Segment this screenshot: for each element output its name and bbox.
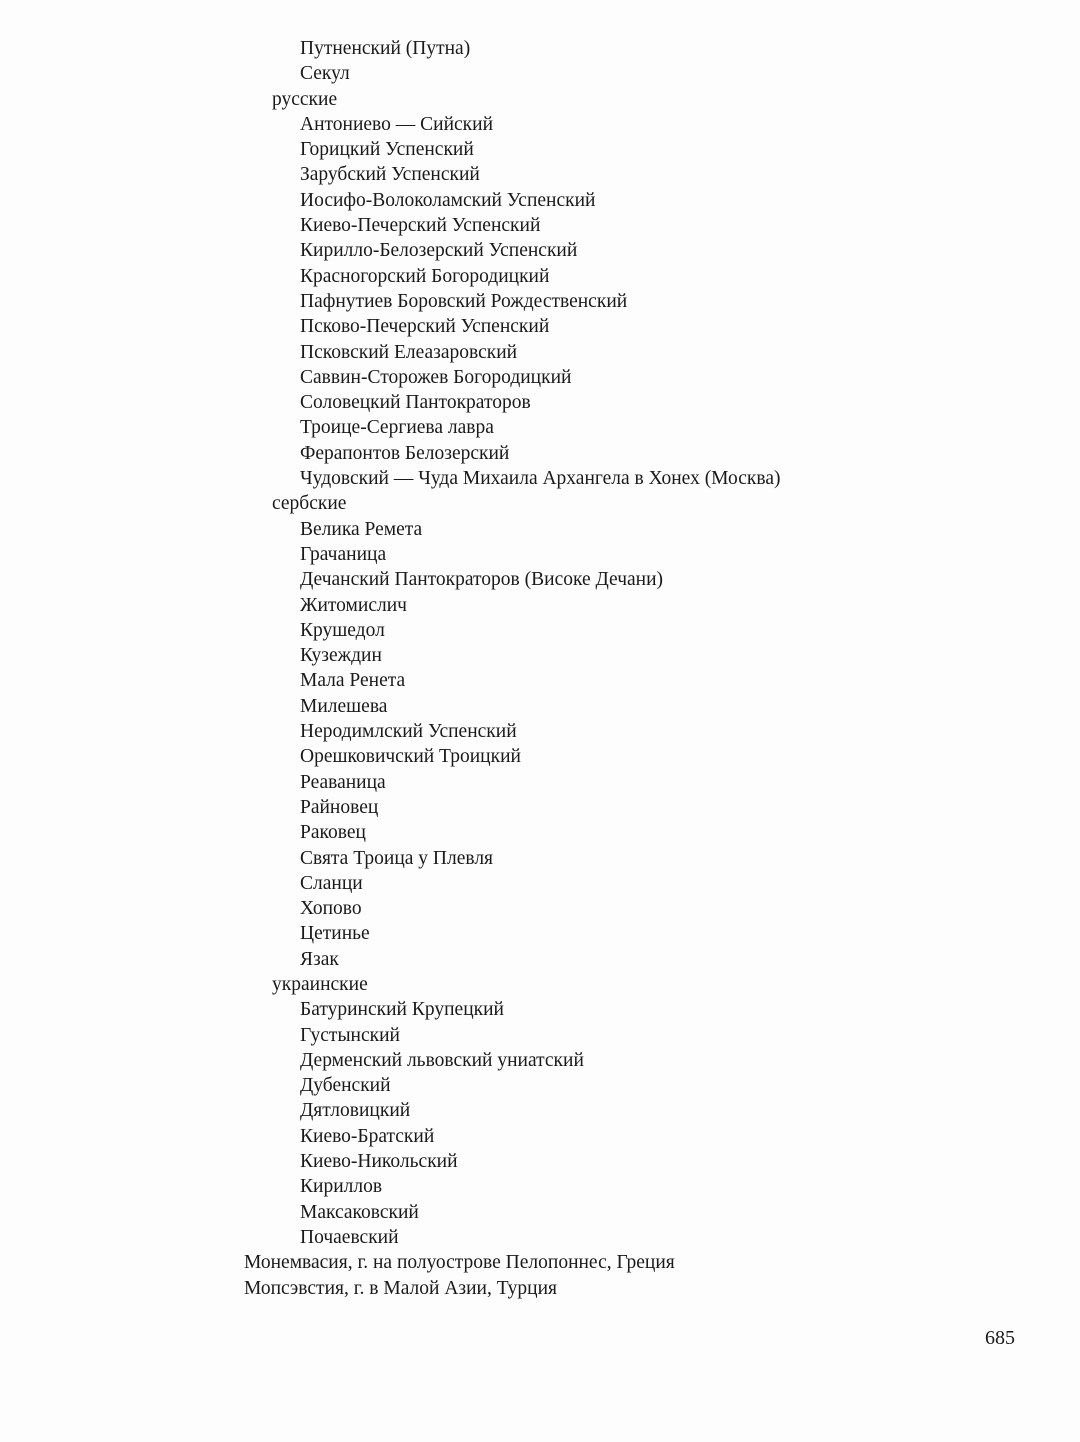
index-subentry: Дубенский [300, 1075, 391, 1097]
index-subentry: Густынский [300, 1024, 400, 1046]
index-subentry: Хопово [300, 898, 362, 920]
index-subentry: Сланци [300, 872, 363, 894]
index-subentry: Неродимлский Успенский [300, 721, 517, 743]
index-subentry: Чудовский — Чуда Михаила Архангела в Хонех (Москва) [300, 468, 781, 490]
index-subentry: Милешева [300, 695, 388, 717]
index-subheading: русские [272, 88, 338, 110]
index-subentry: Киево-Никольский [300, 1151, 458, 1173]
index-subentry: Красногорский Богородицкий [300, 265, 550, 287]
index-subheading: сербские [272, 493, 347, 515]
index-subentry: Кирилло-Белозерский Успенский [300, 240, 578, 262]
index-subentry: Кузеждин [300, 645, 382, 667]
index-subentry: Почаевский [300, 1226, 399, 1248]
index-subentry: Путненский (Путна) [300, 38, 471, 59]
index-subentry: Киево-Братский [300, 1125, 435, 1147]
index-subentry: Дятловицкий [300, 1100, 411, 1122]
index-subentry: Кириллов [300, 1176, 383, 1198]
index-subentry: Грачаница [300, 543, 387, 565]
page-number: 685 [985, 1327, 1015, 1349]
index-list [0, 36, 1080, 1301]
index-subentry: Секул [300, 63, 350, 85]
index-entry: Мопсэвстия, г. в Малой Азии, Турция [244, 1277, 557, 1299]
index-subentry: Ферапонтов Белозерский [300, 442, 510, 464]
index-subentry: Мала Ренета [300, 670, 406, 692]
index-subentry: Раковец [300, 822, 366, 844]
index-subentry: Псковский Елеазаровский [300, 341, 518, 363]
index-subentry: Свята Троица у Плевля [300, 847, 494, 869]
index-subentry: Батуринский Крупецкий [300, 999, 504, 1021]
index-subentry: Максаковский [300, 1201, 419, 1223]
index-subentry: Иосифо-Волоколамский Успенский [300, 189, 596, 211]
index-subentry: Соловецкий Пантократоров [300, 392, 531, 414]
index-subentry: Орешковичский Троицкий [300, 746, 521, 768]
index-subheading: украинские [272, 973, 368, 995]
index-subentry: Цетинье [300, 923, 370, 945]
index-subentry: Псково-Печерский Успенский [300, 316, 550, 338]
index-subentry: Дечанский Пантократоров (Високе Дечани) [300, 569, 664, 591]
index-subentry: Саввин-Сторожев Богородицкий [300, 366, 572, 388]
index-subentry: Горицкий Успенский [300, 139, 474, 161]
index-subentry: Пафнутиев Боровский Рождественский [300, 290, 628, 312]
index-subentry: Дерменский львовский униатский [300, 1049, 584, 1071]
index-subentry: Киево-Печерский Успенский [300, 215, 541, 237]
index-subentry: Житомислич [300, 594, 407, 616]
index-subentry: Велика Ремета [300, 518, 423, 540]
index-subentry: Троице-Сергиева лавра [300, 417, 494, 439]
index-subentry: Зарубский Успенский [300, 164, 480, 186]
index-subentry: Крушедол [300, 619, 385, 641]
index-subentry: Антониево — Сийский [300, 113, 494, 135]
index-subentry: Язак [300, 948, 339, 970]
index-entry: Монемвасия, г. на полуострове Пелопоннес, Греция [244, 1252, 675, 1274]
index-subentry: Реаваница [300, 771, 386, 793]
index-subentry: Райновец [300, 796, 379, 818]
